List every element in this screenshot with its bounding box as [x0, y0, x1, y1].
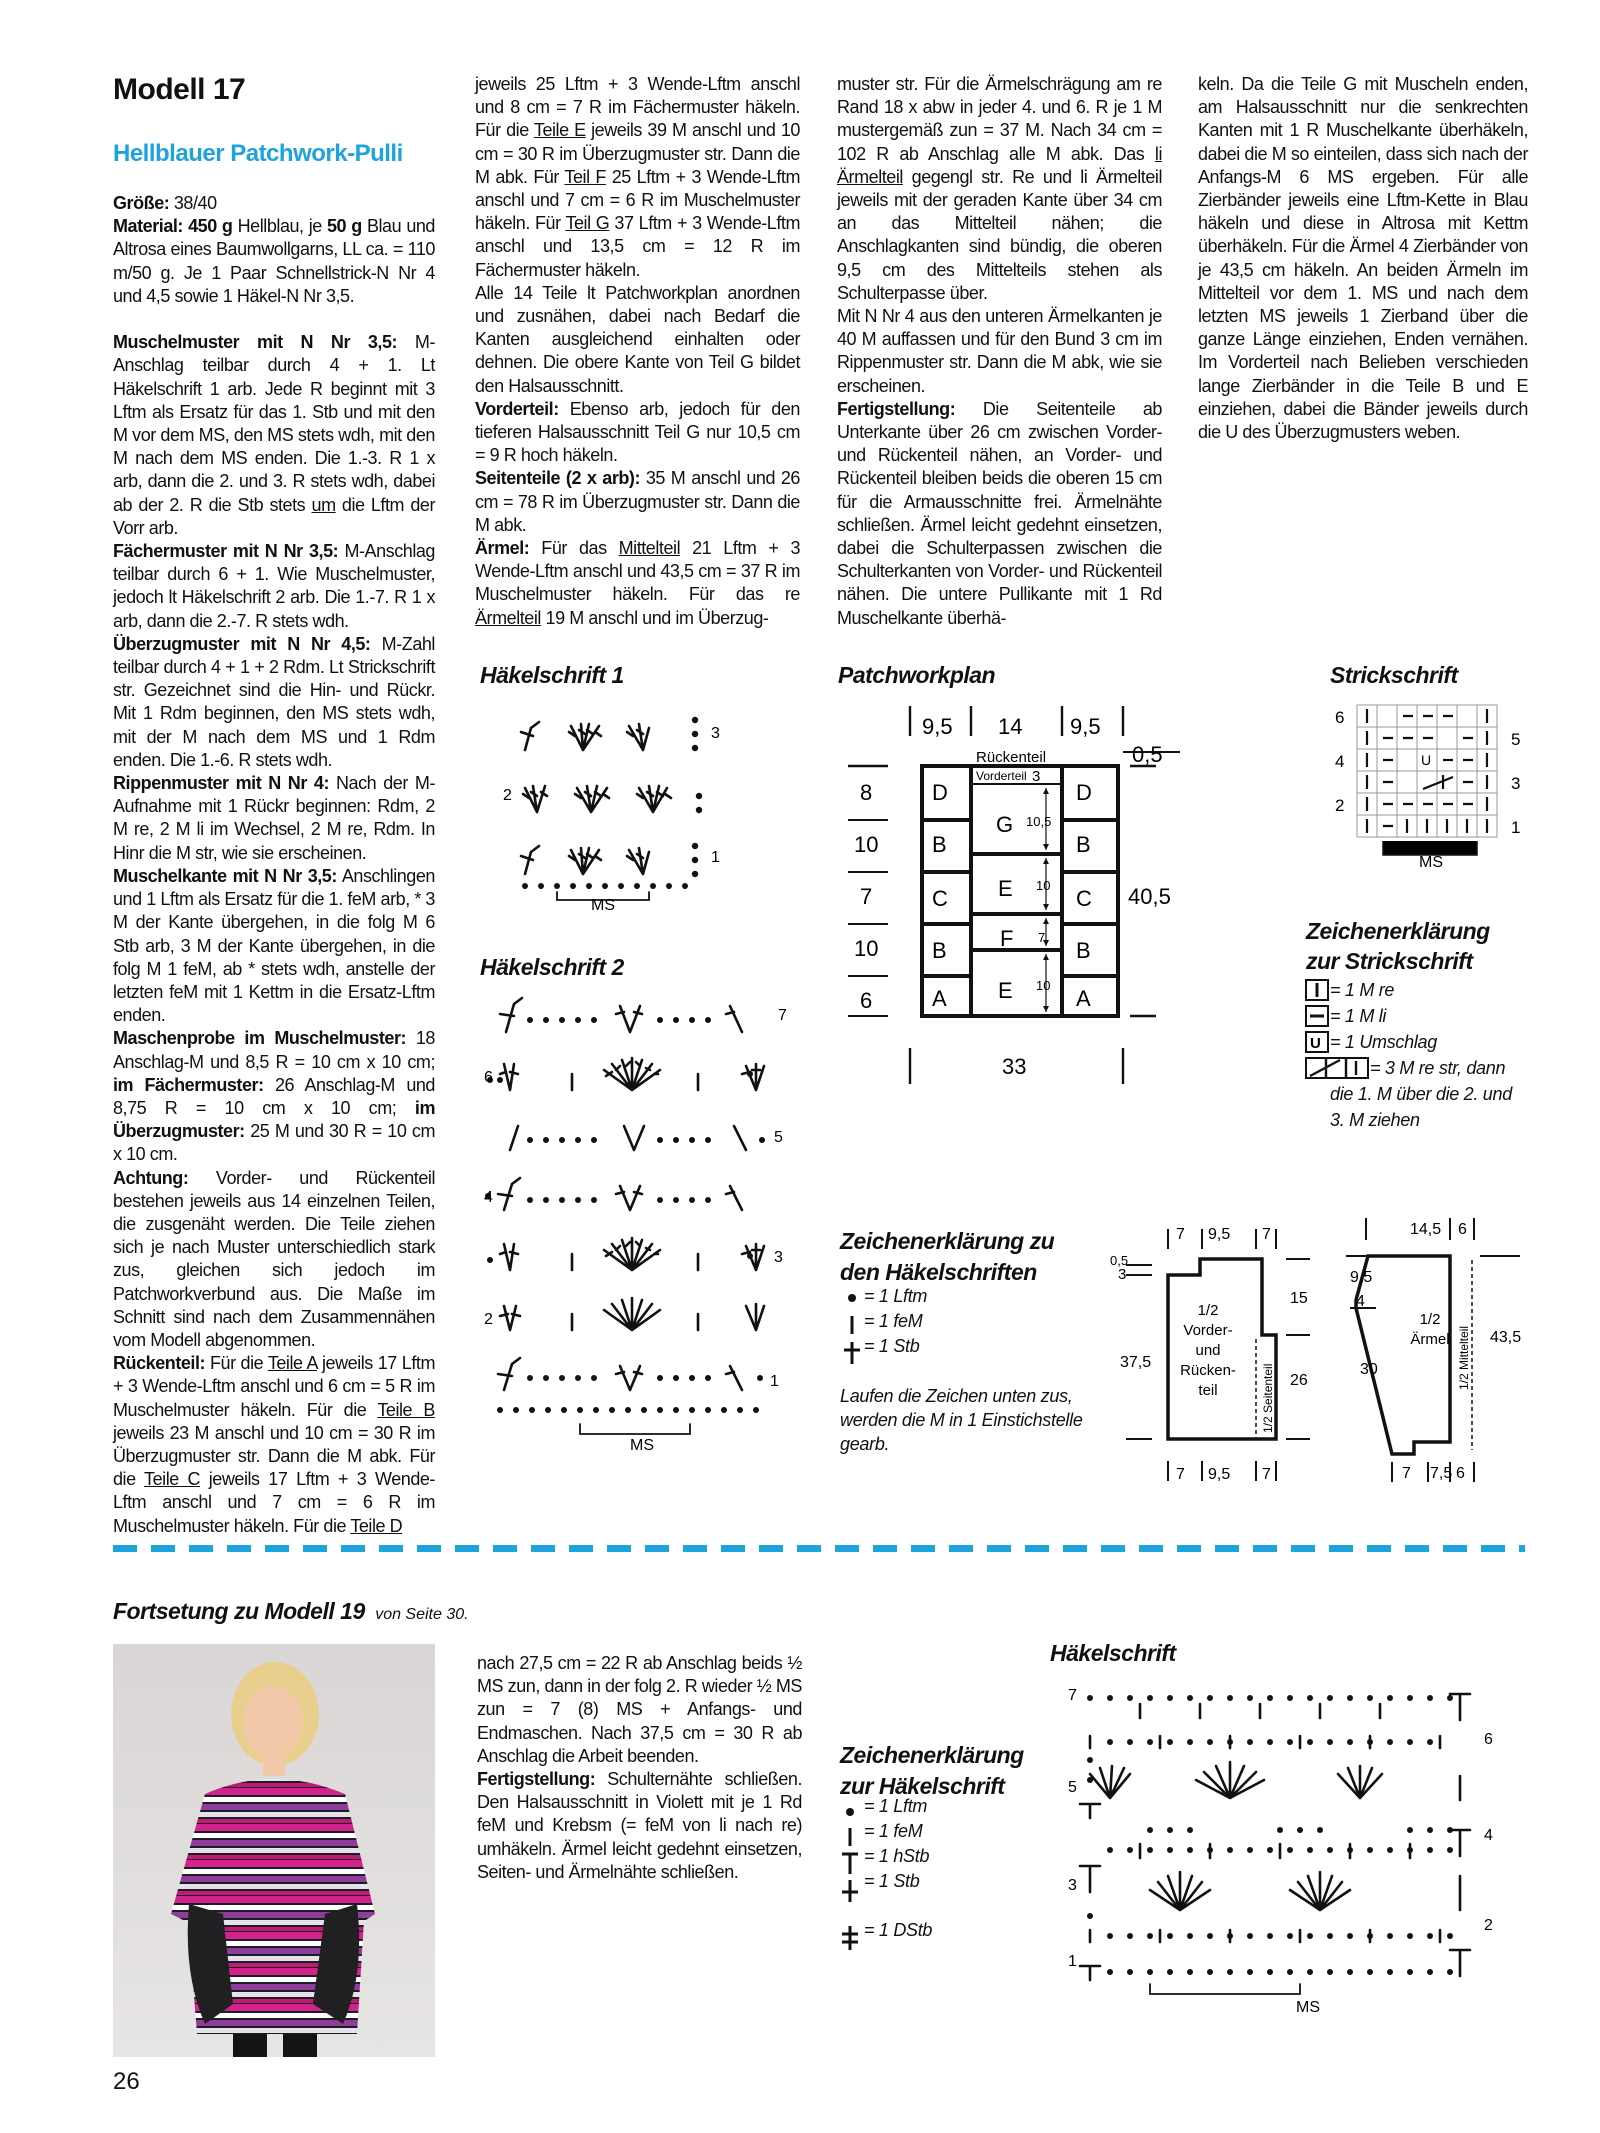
chain-stitch-mark	[1207, 1969, 1213, 1975]
row-label: 4	[484, 1189, 493, 1206]
chain-stitch-mark	[689, 1137, 695, 1143]
chain-stitch-mark	[657, 1407, 663, 1413]
sb-top: 7	[1176, 1226, 1185, 1243]
chain-stitch-mark	[1447, 1847, 1453, 1853]
row-label: 1	[1511, 818, 1521, 837]
chain-stitch-mark	[657, 1137, 663, 1143]
chain-stitch-mark	[657, 1197, 663, 1203]
instructions-column-2	[475, 73, 800, 630]
chain-stitch-mark	[1327, 1933, 1333, 1939]
chain-stitch-mark	[487, 1257, 493, 1263]
section-divider	[113, 1545, 1525, 1552]
ss-left: 4	[1356, 1293, 1365, 1310]
paragraph: Maschenprobe im Muschelmuster: 18 Anschlag-M und 8,5 R = 10 cm x 10 cm; im Fächermuster: 26 Anschlag-M und 8,75 R = 10 cm x 10 cm; im Überzugmuster: 25 M und 30 R = 10 cm x 10 cm.	[113, 1028, 435, 1165]
chain-stitch-mark	[575, 1375, 581, 1381]
pw-width: 33	[1002, 1054, 1027, 1079]
chain-stitch-mark	[1287, 1969, 1293, 1975]
chain-stitch-mark	[705, 1017, 711, 1023]
instructions-column-1	[113, 192, 435, 1538]
pw-half: 0,5	[1132, 742, 1163, 767]
chain-stitch-mark	[1427, 1695, 1433, 1701]
chain-stitch-mark	[1207, 1739, 1213, 1745]
chain-stitch-mark	[625, 1407, 631, 1413]
chain-stitch-mark	[513, 1407, 519, 1413]
paragraph: Material: 450 g Hellblau, je 50 g Blau und Altrosa eines Baumwollgarns, LL ca. = 110 m/50 g. Je 1 Paar Schnellstrick-N Nr 4 und 4,5 sowie 1 Häkel-N Nr 3,5.	[113, 216, 435, 306]
row-label: 2	[503, 787, 512, 804]
pw-left: 7	[860, 884, 873, 909]
chain-stitch-mark	[527, 1017, 533, 1023]
chain-stitch-mark	[1247, 1739, 1253, 1745]
pw-left: 8	[860, 780, 873, 805]
chain-stitch-mark	[673, 1407, 679, 1413]
chain-stitch-mark	[1187, 1969, 1193, 1975]
chain-stitch-mark	[1247, 1933, 1253, 1939]
haekelschrift-1-title: Häkelschrift 1	[480, 662, 624, 688]
patchworkplan-title: Patchworkplan	[838, 662, 996, 688]
pw-part: D	[932, 780, 948, 805]
svg-text:U: U	[1310, 1035, 1321, 1052]
paragraph: Fertigstellung: Schulternähte schließen. Den Halsausschnitt in Violett mit je 1 Rd feM und Krebsm (= feM von li nach re) umhäkeln. Ärmel leicht gedehnt einsetzen, Seiten- und Ärmelnähte schließen.	[477, 1769, 802, 1882]
sb-top: 7	[1262, 1226, 1271, 1243]
chain-stitch-mark	[1187, 1827, 1193, 1833]
chain-stitch-mark	[1407, 1695, 1413, 1701]
strickschrift-title: Strickschrift	[1330, 662, 1458, 688]
chain-stitch-mark	[753, 1407, 759, 1413]
paragraph: nach 27,5 cm = 22 R ab Anschlag beids ½ MS zun, dann in der folg 2. R wieder ½ MS zun = 7 (8) MS + Anfangs- und Endmaschen. Nach 37,5 cm = 30 R ab Anschlag die Arbeit beenden.	[477, 1653, 802, 1766]
sb-left: 3	[1118, 1266, 1127, 1283]
haekelschrift-2-diagram	[480, 990, 810, 1460]
row-label: 7	[1068, 1687, 1077, 1704]
instructions-column-4	[1198, 73, 1528, 444]
chain-stitch-mark	[1387, 1933, 1393, 1939]
paragraph	[113, 308, 435, 331]
paragraph: Vorderteil: Ebenso arb, jedoch für den tieferen Halsausschnitt Teil G nur 10,5 cm = 9 R hoch häkeln.	[475, 398, 800, 466]
chain-stitch-mark	[1307, 1739, 1313, 1745]
chain-stitch-mark	[1267, 1695, 1273, 1701]
paragraph: Alle 14 Teile lt Patchworkplan anordnen und zusnähen, dabei nach Bedarf die Kanten ausgleichend einhalten oder dehnen. Die obere Kante von Teil G bildet den Halsausschnitt.	[475, 282, 800, 396]
chain-stitch-mark	[689, 1017, 695, 1023]
chain-stitch-mark	[591, 1017, 597, 1023]
ss-bottom: 7,5	[1430, 1465, 1453, 1482]
pw-part: G	[996, 812, 1014, 837]
ss-bottom: 7	[1402, 1465, 1411, 1482]
legend-haekel-note: Laufen die Zeichen unten zus, werden die M in 1 Einstichstelle gearb.	[840, 1386, 1083, 1454]
chain-stitch-mark	[1387, 1847, 1393, 1853]
pw-part: F	[1000, 926, 1014, 951]
chain-stitch-mark	[1327, 1739, 1333, 1745]
chain-stitch-mark	[543, 1375, 549, 1381]
paragraph: jeweils 25 Lftm + 3 Wende-Lftm anschl und 8 cm = 7 R im Fächermuster häkeln. Für die Teile E jeweils 39 M anschl und 10 cm = 30 R im Überzugmuster str. Dann die M abk. Für Teil F 25 Lftm + 3 Wende-Lftm anschl und 7 cm = 6 R im Muschelmuster häkeln. Für Teil G 37 Lftm + 3 Wende-Lftm anschl und 13,5 cm = 12 R im Fächermuster häkeln.	[475, 74, 800, 280]
pw-vorder-val: 3	[1032, 768, 1041, 785]
pw-vorderteil: Vorderteil	[976, 769, 1027, 783]
row-label: 3	[711, 725, 720, 742]
chain-stitch-mark	[1387, 1695, 1393, 1701]
pw-val: 10	[1036, 978, 1051, 993]
chain-stitch-mark	[1317, 1827, 1323, 1833]
chain-stitch-mark	[1427, 1739, 1433, 1745]
chain-stitch-mark	[1147, 1695, 1153, 1701]
chain-stitch-mark	[527, 1197, 533, 1203]
chain-stitch-mark	[1327, 1695, 1333, 1701]
pw-part: B	[932, 938, 947, 963]
model-title: Hellblauer Patchwork-Pulli	[113, 140, 403, 167]
pw-top: 14	[998, 714, 1023, 739]
chain-stitch-mark	[1347, 1933, 1353, 1939]
chain-stitch-mark	[591, 1137, 597, 1143]
chain-stitch-mark	[1207, 1695, 1213, 1701]
chain-stitch-mark	[561, 1407, 567, 1413]
legend-strick-title: Zeichenerklärung zur Strickschrift	[1306, 918, 1490, 974]
chain-stitch-mark	[1407, 1827, 1413, 1833]
chain-stitch-mark	[543, 1197, 549, 1203]
pw-top: 9,5	[922, 714, 953, 739]
row-label: 5	[774, 1129, 783, 1146]
chain-stitch-mark	[1167, 1969, 1173, 1975]
chain-stitch-mark	[1327, 1847, 1333, 1853]
chain-stitch-mark	[1107, 1847, 1113, 1853]
instructions-column-3	[837, 73, 1162, 630]
pw-part: C	[932, 886, 948, 911]
chain-stitch-mark	[575, 1017, 581, 1023]
haekelschrift-2-title: Häkelschrift 2	[480, 954, 624, 980]
paragraph: Rückenteil: Für die Teile A jeweils 17 Lftm + 3 Wende-Lftm anschl und 6 cm = 5 R im Muschelmuster häkeln. Für die Teile B jeweils 23 M anschl und 10 cm = 30 R im Überzugmuster str. Dann die M abk. Für die Teile C jeweils 17 Lftm + 3 Wende-Lftm anschl und 7 cm = 6 R im Muschelmuster häkeln. Für die Teile D	[113, 1353, 435, 1536]
legend-haekel-symbols	[842, 1288, 866, 1368]
chain-stitch-mark	[1167, 1847, 1173, 1853]
chain-stitch-mark	[1307, 1969, 1313, 1975]
sb-side: 1/2 Seitenteil	[1261, 1363, 1275, 1433]
ms-label: MS	[1419, 854, 1443, 871]
continuation-text	[477, 1652, 802, 1884]
row-label: 7	[778, 1007, 787, 1024]
chain-stitch-mark	[527, 1137, 533, 1143]
chain-stitch-mark	[1407, 1739, 1413, 1745]
pw-part: E	[998, 978, 1013, 1003]
row-label: 3	[1511, 774, 1521, 793]
chain-stitch-mark	[1267, 1969, 1273, 1975]
chain-stitch-mark	[1367, 1847, 1373, 1853]
chain-stitch-mark	[1307, 1847, 1313, 1853]
chain-stitch-mark	[1327, 1969, 1333, 1975]
chain-stitch-mark	[1167, 1827, 1173, 1833]
pw-part: D	[1076, 780, 1092, 805]
paragraph: keln. Da die Teile G mit Muscheln enden, am Halsausschnitt nur die senkrechten Kanten mit 1 R Muschelkante überhäkeln, dabei die M so einteilen, dass sich nach der Anfangs-M 6 MS ergeben. Für alle Zierbänder jeweils eine Lftm-Kette in Blau häkeln und diese in Altrosa mit Kettm überhäkeln. Für die Ärmel 4 Zierbänder von je 43,5 cm häkeln. An beiden Ärmeln im Mittelteil vor dem 1. MS und nach dem letzten MS jeweils 1 Zierband über die ganze Länge einziehen, Enden vernähen. Im Vorderteil nach Belieben verschieden lange Zierbänder in die Teile B und E einziehen, dabei die Bänder jeweils durch die U des Überzugmusters weben.	[1198, 74, 1528, 443]
sb-top: 9,5	[1208, 1226, 1231, 1243]
chain-stitch-mark	[1427, 1827, 1433, 1833]
row-label: 2	[1335, 796, 1345, 815]
chain-stitch-mark	[1387, 1739, 1393, 1745]
row-label: 6	[484, 1069, 493, 1086]
ms-label: MS	[630, 1437, 654, 1454]
paragraph: Fächermuster mit N Nr 3,5: M-Anschlag teilbar durch 6 + 1. Wie Muschelmuster, jedoch lt Häkelschrift 2 arb. Die 1.-7. R 1 x arb, dann die 2.-7. R stets wdh.	[113, 541, 435, 631]
row-label: 2	[484, 1311, 493, 1328]
pw-left: 10	[854, 936, 879, 961]
chain-stitch-mark	[527, 1375, 533, 1381]
row-label: 1	[770, 1373, 779, 1390]
chain-stitch-mark	[591, 1197, 597, 1203]
chain-stitch-mark	[609, 1407, 615, 1413]
chain-stitch-mark	[1307, 1695, 1313, 1701]
chain-stitch-mark	[689, 1197, 695, 1203]
legend-haekelschrift-symbols	[840, 1800, 866, 1950]
chain-stitch-mark	[1147, 1933, 1153, 1939]
paragraph: Fertigstellung: Die Seitenteile ab Unterkante über 26 cm zwischen Vorder- und Rückenteil nähen, an Vorder- und Rückenteil bleiben beids die oberen 15 cm für die Armausschnitte frei. Ärmelnähte schließen. Ärmel leicht gedehnt einsetzen, dabei die Schulterpassen zwischen die Schulterkanten von Vorder- und Rückenteil nähen. Die untere Pullikante mit 1 Rd Muschelkante überhä-	[837, 398, 1162, 628]
legend-haekelschrift-title: Zeichenerklärung zur Häkelschrift	[840, 1742, 1024, 1799]
haekelschrift-1-diagram	[495, 700, 755, 920]
chain-stitch-mark	[575, 1197, 581, 1203]
sb-bottom: 7	[1262, 1466, 1271, 1483]
chain-stitch-mark	[575, 1137, 581, 1143]
chain-stitch-mark	[1427, 1933, 1433, 1939]
chain-stitch-mark	[757, 1375, 763, 1381]
pw-val: 10	[1036, 878, 1051, 893]
chain-stitch-mark	[721, 1407, 727, 1413]
chain-stitch-mark	[1107, 1969, 1113, 1975]
ss-top: 14,5	[1410, 1221, 1442, 1238]
chain-stitch-mark	[497, 1407, 503, 1413]
chain-stitch-mark	[1297, 1827, 1303, 1833]
row-label: 5	[1511, 730, 1521, 749]
pw-left: 6	[860, 988, 873, 1013]
sb-label: Vorder-	[1183, 1322, 1233, 1339]
row-label: 1	[711, 849, 720, 866]
chain-stitch-mark	[593, 1407, 599, 1413]
chain-stitch-mark	[1347, 1739, 1353, 1745]
chain-stitch-mark	[759, 1137, 765, 1143]
row-label: 3	[774, 1249, 783, 1266]
chain-stitch-mark	[559, 1017, 565, 1023]
chain-stitch-mark	[705, 1197, 711, 1203]
model-photo	[113, 1644, 435, 2057]
legend-haekelschrift-items: = 1 Lftm = 1 feM = 1 hStb = 1 Stb = 1 DStb	[864, 1796, 933, 1940]
chain-stitch-mark	[673, 1375, 679, 1381]
chain-stitch-mark	[689, 1407, 695, 1413]
haekelschrift-diagram	[1060, 1680, 1520, 2020]
chain-stitch-mark	[1127, 1969, 1133, 1975]
row-label: 6	[1484, 1731, 1493, 1748]
chain-stitch-mark	[689, 1375, 695, 1381]
chain-stitch-mark	[673, 1017, 679, 1023]
chain-stitch-mark	[1407, 1933, 1413, 1939]
ss-bottom: 6	[1456, 1465, 1465, 1482]
chain-stitch-mark	[737, 1407, 743, 1413]
pw-part: E	[998, 876, 1013, 901]
ms-label: MS	[591, 897, 615, 914]
chain-stitch-mark	[1307, 1933, 1313, 1939]
chain-stitch-mark	[1147, 1969, 1153, 1975]
chain-stitch-mark	[1107, 1739, 1113, 1745]
chain-stitch-mark	[1227, 1847, 1233, 1853]
ss-top: 6	[1458, 1221, 1467, 1238]
strick-u: U	[1421, 752, 1432, 768]
chain-stitch-mark	[1087, 1757, 1093, 1763]
chain-stitch-mark	[1187, 1695, 1193, 1701]
paragraph: Muschelmuster mit N Nr 3,5: M-Anschlag teilbar durch 4 + 1. Lt Häkelschrift 1 arb. Jede R beginnt mit 3 Lftm als Ersatz für das 1. Stb und mit den M vor dem MS, den MS stets wdh, mit den M nach dem MS enden. Die 1.-3. R 1 x arb, dann die 2. und 3. R stets wdh, dabei ab der 2. R die Stb stets um die Lftm der Vorr arb.	[113, 332, 436, 538]
continuation-heading: Fortsetung zu Modell 19 von Seite 30.	[113, 1598, 469, 1624]
chain-stitch-mark	[545, 1407, 551, 1413]
sb-left: 0,5	[1110, 1253, 1129, 1268]
chain-stitch-mark	[1287, 1933, 1293, 1939]
sb-label: und	[1195, 1342, 1221, 1359]
chain-stitch-mark	[673, 1197, 679, 1203]
chain-stitch-mark	[705, 1137, 711, 1143]
chain-stitch-mark	[1407, 1969, 1413, 1975]
ss-right: 43,5	[1490, 1329, 1522, 1346]
pw-left: 10	[854, 832, 879, 857]
pw-rueckenteil: Rückenteil	[976, 749, 1047, 766]
chain-stitch-mark	[1427, 1847, 1433, 1853]
paragraph: Ärmel: Für das Mittelteil 21 Lftm + 3 Wende-Lftm anschl und 43,5 cm = 37 R im Muschelmuster häkeln. Für das re Ärmelteil 19 M anschl und im Überzug-	[475, 538, 801, 628]
chain-stitch-mark	[1267, 1739, 1273, 1745]
chain-stitch-mark	[1347, 1969, 1353, 1975]
chain-stitch-mark	[1147, 1827, 1153, 1833]
sb-label: Rücken-	[1180, 1362, 1236, 1379]
chain-stitch-mark	[1087, 1913, 1093, 1919]
chain-stitch-mark	[657, 1375, 663, 1381]
sb-bottom: 7	[1176, 1466, 1185, 1483]
paragraph: Überzugmuster mit N Nr 4,5: M-Zahl teilbar durch 4 + 1 + 2 Rdm. Lt Strickschrift str. Gezeichnet sind die Hin- und Rückr. Mit 1 Rdm beginnen, den MS stets wdh, mit der M nach dem MS und 1 Rdm enden. Die 1.-6. R stets wdh.	[113, 633, 435, 770]
chain-stitch-mark	[1107, 1933, 1113, 1939]
chain-stitch-mark	[529, 1407, 535, 1413]
chain-stitch-mark	[1427, 1969, 1433, 1975]
chain-stitch-mark	[1287, 1695, 1293, 1701]
chain-stitch-mark	[1447, 1933, 1453, 1939]
chain-stitch-mark	[1247, 1969, 1253, 1975]
chain-stitch-mark	[1167, 1933, 1173, 1939]
pw-part: A	[932, 986, 947, 1011]
row-label: 2	[1484, 1917, 1493, 1934]
chain-stitch-mark	[1267, 1847, 1273, 1853]
chain-stitch-mark	[1127, 1695, 1133, 1701]
chain-stitch-mark	[577, 1407, 583, 1413]
chain-stitch-mark	[657, 1017, 663, 1023]
chain-stitch-mark	[1287, 1739, 1293, 1745]
chain-stitch-mark	[1187, 1847, 1193, 1853]
ss-mid: 1/2 Mittelteil	[1457, 1325, 1471, 1390]
paragraph: Achtung: Vorder- und Rückenteil bestehen jeweils aus 14 einzelnen Teilen, die zusgenäht werden. Die Teile ziehen sich je nach Muster unterschiedlich stark zus, gleichen sich jedoch im Patchworkverbund aus. Die Maße im Schnitt sind nach dem Zusammennähen vom Modell abgenommen.	[113, 1167, 435, 1350]
chain-stitch-mark	[1167, 1695, 1173, 1701]
row-label: 1	[1068, 1953, 1077, 1970]
haekelschrift-title: Häkelschrift	[1050, 1640, 1176, 1666]
row-label: 4	[1484, 1827, 1493, 1844]
legend-strick-items: = 1 M re = 1 M li = 1 Umschlag = 3 M re str, dann die 1. M über die 2. und 3. M ziehen	[1330, 980, 1512, 1130]
chain-stitch-mark	[1227, 1969, 1233, 1975]
paragraph: Größe: 38/40	[113, 193, 217, 213]
pw-top: 9,5	[1070, 714, 1101, 739]
ss-label: Ärmel	[1410, 1331, 1450, 1348]
chain-stitch-mark	[1367, 1695, 1373, 1701]
pw-height: 40,5	[1128, 884, 1171, 909]
pw-val: 10,5	[1026, 814, 1052, 829]
schnitt-sleeve-diagram	[1344, 1210, 1564, 1495]
row-label: 4	[1335, 752, 1345, 771]
chain-stitch-mark	[1247, 1847, 1253, 1853]
chain-stitch-mark	[1447, 1695, 1453, 1701]
chain-stitch-mark	[591, 1375, 597, 1381]
paragraph: muster str. Für die Ärmelschrägung am re Rand 18 x abw in jeder 4. und 6. R je 1 M mustergemäß zun = 37 M. Nach 34 cm = 102 R ab Anschlag alle M abk. Das li Ärmelteil gegengl str. Re und li Ärmelteil jeweils mit der geraden Kante über 34 cm an das Mittelteil nähen; die Anschlagkanten sind bündig, die oberen 9,5 cm des Mittelteils stehen als Schulterpasse über.	[837, 74, 1162, 303]
chain-stitch-mark	[1207, 1933, 1213, 1939]
chain-stitch-mark	[1287, 1847, 1293, 1853]
paragraph: Mit N Nr 4 aus den unteren Ärmelkanten je 40 M auffassen und für den Bund 3 cm im Rippenmuster str. Dann die M abk, wie sie erscheinen.	[837, 306, 1162, 396]
chain-stitch-mark	[641, 1407, 647, 1413]
paragraph: Muschelkante mit N Nr 3,5: Anschlingen und 1 Lftm als Ersatz für die 1. feM arb, * 3 M der Kante übergehen, in die folg M 6 Stb arb, 3 M der Kante übergehen, in die folg M 1 feM, ab * stets wdh, anstelle der letzten feM mit 1 Kettm in die Ersatz-Lftm enden.	[113, 865, 435, 1026]
chain-stitch-mark	[1267, 1933, 1273, 1939]
chain-stitch-mark	[1247, 1695, 1253, 1701]
pw-part: B	[932, 832, 947, 857]
sb-right: 15	[1290, 1290, 1308, 1307]
chain-stitch-mark	[673, 1137, 679, 1143]
chain-stitch-mark	[1187, 1933, 1193, 1939]
pw-part: B	[1076, 832, 1091, 857]
ss-left: 9,5	[1350, 1269, 1373, 1286]
paragraph: Seitenteile (2 x arb): 35 M anschl und 26 cm = 78 R im Überzugmuster str. Dann die M abk.	[475, 468, 800, 535]
chain-stitch-mark	[497, 1077, 503, 1083]
ms-label: MS	[1296, 1999, 1320, 2016]
chain-stitch-mark	[1127, 1933, 1133, 1939]
chain-stitch-mark	[543, 1137, 549, 1143]
sb-label: teil	[1198, 1382, 1218, 1399]
sb-bottom: 9,5	[1208, 1466, 1231, 1483]
row-label: 5	[1068, 1779, 1077, 1796]
chain-stitch-mark	[1277, 1827, 1283, 1833]
chain-stitch-mark	[1447, 1969, 1453, 1975]
chain-stitch-mark	[543, 1017, 549, 1023]
chain-stitch-mark	[1367, 1969, 1373, 1975]
chain-stitch-mark	[1147, 1847, 1153, 1853]
chain-stitch-mark	[559, 1197, 565, 1203]
chain-stitch-mark	[1087, 1695, 1093, 1701]
chain-stitch-mark	[1187, 1739, 1193, 1745]
ss-left: 30	[1360, 1361, 1378, 1378]
sb-right: 26	[1290, 1372, 1308, 1389]
schnitt-body-diagram	[1104, 1215, 1344, 1495]
pw-part: A	[1076, 986, 1091, 1011]
chain-stitch-mark	[1387, 1969, 1393, 1975]
chain-stitch-mark	[705, 1407, 711, 1413]
chain-stitch-mark	[747, 1071, 753, 1077]
chain-stitch-mark	[1127, 1847, 1133, 1853]
paragraph: Rippenmuster mit N Nr 4: Nach der M-Aufnahme mit 1 Rückr beginnen: Rdm, 2 M re, 2 M li im Wechsel, 2 M re, Rdm. In Hinr die M str, wie sie erscheinen.	[113, 773, 435, 863]
model-number: Modell 17	[113, 73, 246, 106]
sb-label: 1/2	[1197, 1302, 1219, 1319]
chain-stitch-mark	[705, 1375, 711, 1381]
pw-part: C	[1076, 886, 1092, 911]
chain-stitch-mark	[1227, 1695, 1233, 1701]
chain-stitch-mark	[1147, 1739, 1153, 1745]
chain-stitch-mark	[1127, 1739, 1133, 1745]
legend-haekel-title: Zeichenerklärung zu den Häkelschriften	[840, 1228, 1055, 1285]
page-number: 26	[113, 2068, 140, 2095]
chain-stitch-mark	[1167, 1739, 1173, 1745]
sb-left: 37,5	[1120, 1354, 1152, 1371]
patchworkplan-diagram	[840, 700, 1200, 1100]
row-label: 6	[1335, 708, 1345, 727]
pw-part: B	[1076, 938, 1091, 963]
ss-label: 1/2	[1419, 1311, 1441, 1328]
chain-stitch-mark	[747, 1253, 753, 1259]
pw-val: 7	[1038, 930, 1046, 945]
chain-stitch-mark	[559, 1375, 565, 1381]
row-label: 3	[1068, 1877, 1077, 1894]
legend-haekel-items: = 1 Lftm = 1 feM = 1 Stb	[864, 1286, 928, 1356]
chain-stitch-mark	[559, 1137, 565, 1143]
chain-stitch-mark	[1347, 1695, 1353, 1701]
chain-stitch-mark	[1107, 1695, 1113, 1701]
strickschrift-diagram	[1325, 695, 1545, 875]
